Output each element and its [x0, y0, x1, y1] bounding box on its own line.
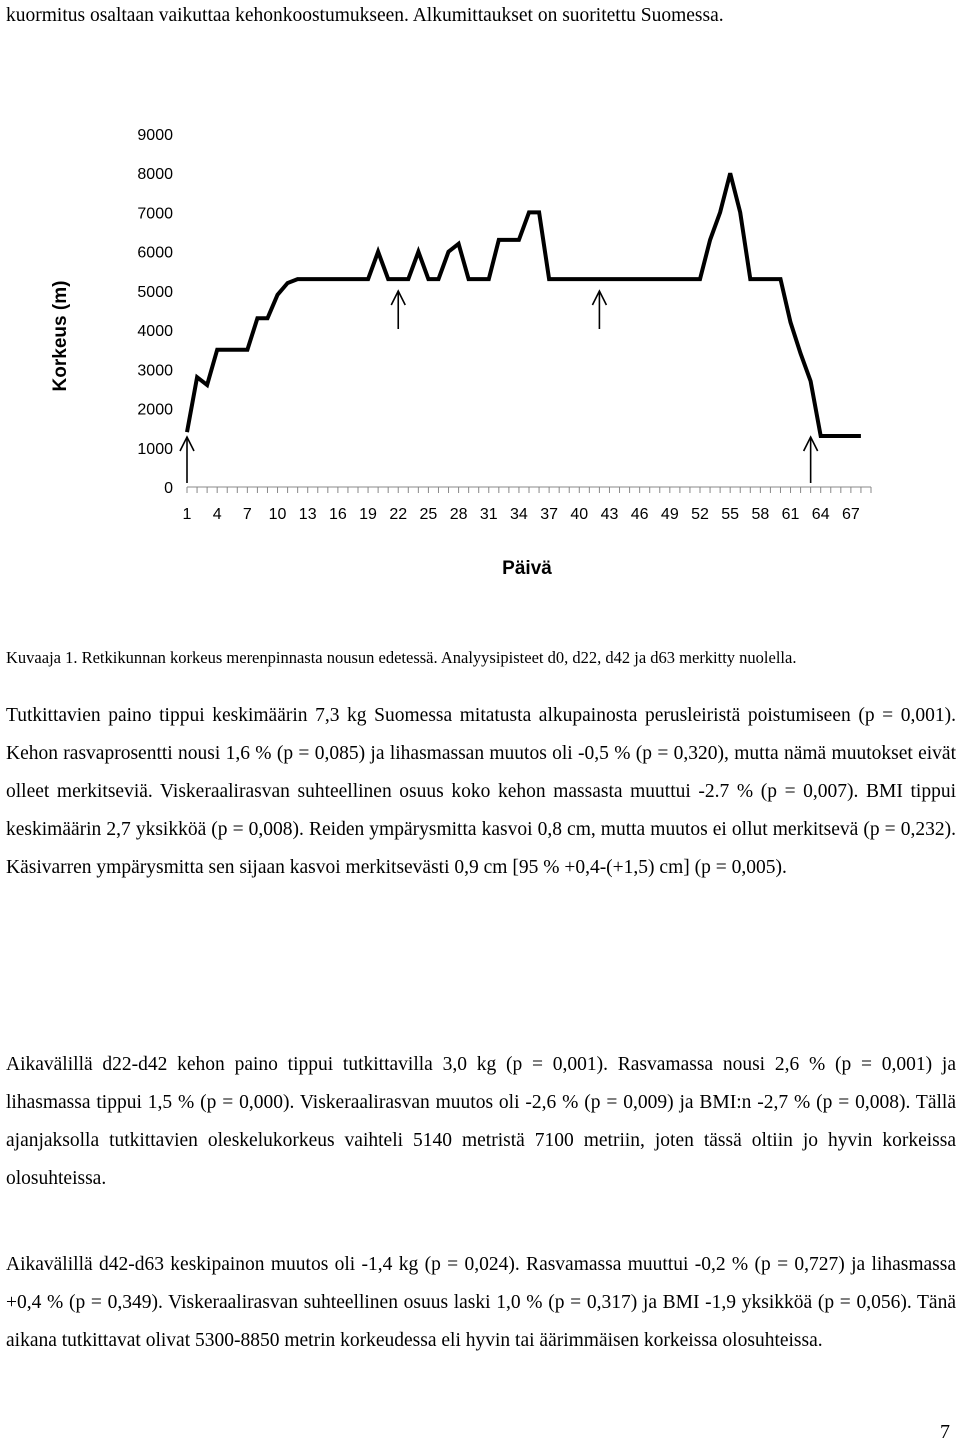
x-tick-label: 22 — [389, 506, 408, 523]
y-tick-label: 6000 — [137, 244, 173, 262]
x-tick-label: 55 — [721, 506, 740, 523]
y-tick-label: 5000 — [137, 283, 173, 301]
series-line — [187, 173, 861, 436]
y-tick-label: 2000 — [137, 401, 173, 419]
x-axis — [187, 487, 871, 493]
x-tick-label: 64 — [811, 506, 830, 523]
y-tick-label: 8000 — [137, 166, 173, 184]
paragraph-1: Tutkittavien paino tippui keskimäärin 7,3 kg Suomessa mitatusta alkupainosta perusleiristä poistumiseen (p = 0,001). Kehon rasvaprosentti nousi 1,6 % (p = 0,085) ja lihasmassan muutos oli -0,5 % (p = 0,320), mutta nämä muutokset eivät olleet merkitseviä. Viskeraalirasvan suhteellinen osuus koko kehon massasta muuttui -2.7 % (p = 0,007). BMI tippui keskimäärin 2,7 yksikköä (p = 0,008). Reiden ympärysmitta kasvoi 0,8 cm, mutta muutos ei ollut merkitsevä (p = 0,232). Käsivarren ympärysmitta sen sijaan kasvoi merkitsevästi 0,9 cm [95 % +0,4-(+1,5) cm] (p = 0,005). — [6, 705, 956, 878]
y-axis-label: Korkeus (m) — [50, 280, 71, 392]
x-tick-label: 4 — [212, 506, 222, 523]
x-tick-label: 49 — [660, 506, 679, 523]
x-tick-label: 19 — [359, 506, 377, 523]
x-tick-label: 58 — [751, 506, 770, 523]
analysis-point-arrows — [180, 291, 818, 483]
y-tick-label: 7000 — [137, 205, 173, 223]
x-tick-label: 31 — [479, 506, 498, 523]
y-tick-label: 4000 — [137, 323, 173, 341]
x-tick-label: 28 — [449, 506, 468, 523]
x-tick-labels — [183, 506, 860, 523]
y-tick-labels — [137, 127, 173, 497]
y-tick-label: 9000 — [137, 127, 173, 144]
x-tick-label: 40 — [570, 506, 589, 523]
x-tick-label: 10 — [268, 506, 287, 523]
y-tick-label: 1000 — [137, 440, 173, 458]
x-tick-label: 7 — [242, 506, 252, 523]
x-tick-label: 34 — [510, 506, 528, 523]
y-tick-label: 3000 — [137, 362, 173, 380]
x-tick-label: 25 — [419, 506, 438, 523]
page-number: 7 — [940, 1421, 950, 1443]
top-text-line: kuormitus osaltaan vaikuttaa kehonkoostumukseen. Alkumittaukset on suoritettu Suomessa. — [6, 5, 724, 26]
figure-caption: Kuvaaja 1. Retkikunnan korkeus merenpinnasta nousun edetessä. Analyysipisteet d0, d22, d42 ja d63 merkitty nuolella. — [6, 648, 797, 667]
paragraph-2: Aikavälillä d22-d42 kehon paino tippui tutkittavilla 3,0 kg (p = 0,001). Rasvamassa nousi 2,6 % (p = 0,001) ja lihasmassa tippui 1,5 % (p = 0,000). Viskeraalirasvan muutos oli -2,6 % (p = 0,009) ja BMI:n -2,7 % (p = 0,008). Tällä ajanjaksolla tutkittavien oleskelukorkeus vaihteli 5140 metristä 7100 metriin, joten tässä oltiin jo hyvin korkeissa olosuhteissa. — [6, 1054, 956, 1189]
analysis-arrow — [391, 291, 405, 329]
x-axis-label: Päivä — [502, 558, 552, 579]
x-tick-label: 61 — [781, 506, 800, 523]
paragraph-3: Aikavälillä d42-d63 keskipainon muutos oli -1,4 kg (p = 0,024). Rasvamassa muuttui -0,2 % (p = 0,727) ja lihasmassa +0,4 % (p = 0,349). Viskeraalirasvan suhteellinen osuus laski 1,0 % (p = 0,317) ja BMI -1,9 yksikköä (p = 0,056). Tänä aikana tutkittavat olivat 5300-8850 metrin korkeudessa eli hyvin tai äärimmäisen korkeissa olosuhteissa. — [6, 1254, 956, 1351]
analysis-arrow — [592, 291, 606, 329]
x-tick-label: 46 — [630, 506, 649, 523]
series-group — [187, 173, 861, 436]
x-tick-label: 16 — [328, 506, 347, 523]
analysis-arrow — [180, 437, 194, 483]
analysis-arrow — [804, 437, 818, 483]
x-tick-label: 52 — [691, 506, 709, 523]
altitude-chart — [0, 100, 960, 600]
y-tick-label: 0 — [164, 480, 173, 497]
x-tick-label: 43 — [600, 506, 619, 523]
x-tick-label: 13 — [298, 506, 317, 523]
x-tick-label: 1 — [182, 506, 192, 523]
x-tick-label: 67 — [841, 506, 860, 523]
x-tick-label: 37 — [540, 506, 559, 523]
